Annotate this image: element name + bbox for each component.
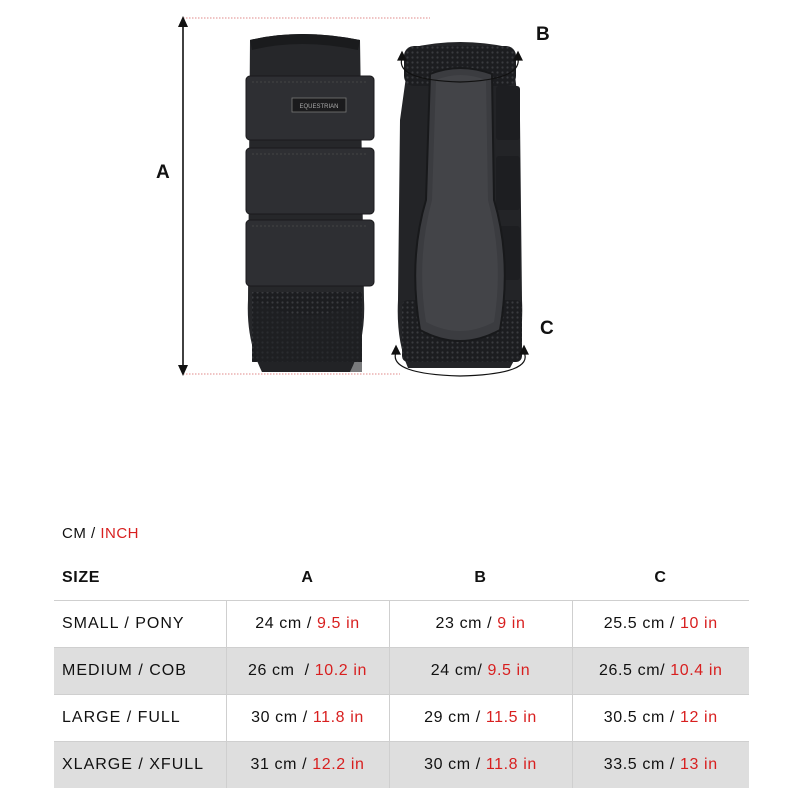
cell-a bbox=[226, 648, 389, 695]
boot-outer-view bbox=[246, 34, 374, 372]
cm-value: 23 cm / bbox=[435, 615, 498, 632]
cm-value: 24 cm/ bbox=[430, 662, 488, 679]
table-row bbox=[54, 601, 749, 648]
inch-value: 13 in bbox=[680, 756, 718, 773]
cm-value: 30 cm / bbox=[251, 709, 313, 726]
header-row bbox=[54, 556, 749, 601]
inch-value: 11.8 in bbox=[312, 709, 364, 726]
cell-c bbox=[572, 601, 749, 648]
cell-b bbox=[389, 648, 572, 695]
inch-value: 9.5 in bbox=[316, 615, 360, 632]
unit-cm: CM bbox=[62, 525, 87, 542]
cm-value: 26 cm / bbox=[247, 662, 315, 679]
header-b: B bbox=[474, 569, 487, 586]
cm-value: 31 cm / bbox=[250, 756, 313, 773]
header-c: C bbox=[654, 569, 667, 586]
cell-c bbox=[572, 742, 749, 789]
cm-value: 30.5 cm / bbox=[603, 709, 681, 726]
cm-value: 24 cm / bbox=[255, 615, 317, 632]
label-c: C bbox=[540, 318, 554, 339]
label-b: B bbox=[536, 24, 550, 45]
inch-value: 10 in bbox=[680, 615, 718, 632]
inch-value: 9 in bbox=[497, 615, 526, 632]
cell-b bbox=[389, 695, 572, 742]
cell-a bbox=[226, 695, 389, 742]
inch-value: 12.2 in bbox=[312, 756, 365, 773]
size-name: SMALL / PONY bbox=[54, 601, 226, 648]
inch-value: 9.5 in bbox=[487, 662, 531, 679]
brand-plate-text: EQUESTRIAN bbox=[299, 104, 339, 110]
size-chart-table bbox=[54, 556, 749, 788]
inch-value: 10.2 in bbox=[314, 662, 367, 679]
table-row bbox=[54, 648, 749, 695]
cell-a bbox=[226, 601, 389, 648]
inch-value: 12 in bbox=[680, 709, 718, 726]
header-a: A bbox=[301, 569, 314, 586]
size-name: XLARGE / XFULL bbox=[54, 742, 226, 789]
cm-value: 25.5 cm / bbox=[603, 615, 681, 632]
cell-a bbox=[226, 742, 389, 789]
unit-separator: / bbox=[86, 525, 101, 542]
size-name: LARGE / FULL bbox=[54, 695, 226, 742]
cm-value: 33.5 cm / bbox=[603, 756, 681, 773]
inch-value: 11.5 in bbox=[485, 709, 537, 726]
cell-c bbox=[572, 695, 749, 742]
inch-value: 10.4 in bbox=[670, 662, 723, 679]
cell-b bbox=[389, 601, 572, 648]
table-row bbox=[54, 742, 749, 789]
cm-value: 29 cm / bbox=[424, 709, 486, 726]
header-size: SIZE bbox=[62, 569, 100, 586]
cell-c bbox=[572, 648, 749, 695]
boot-shell-view bbox=[398, 42, 523, 368]
inch-value: 11.8 in bbox=[485, 756, 537, 773]
cm-value: 26.5 cm/ bbox=[599, 662, 671, 679]
unit-inch: INCH bbox=[100, 525, 140, 542]
label-a: A bbox=[156, 162, 170, 183]
cm-value: 30 cm / bbox=[424, 756, 486, 773]
unit-legend bbox=[62, 525, 139, 542]
size-name: MEDIUM / COB bbox=[54, 648, 226, 695]
cell-b bbox=[389, 742, 572, 789]
table-row bbox=[54, 695, 749, 742]
